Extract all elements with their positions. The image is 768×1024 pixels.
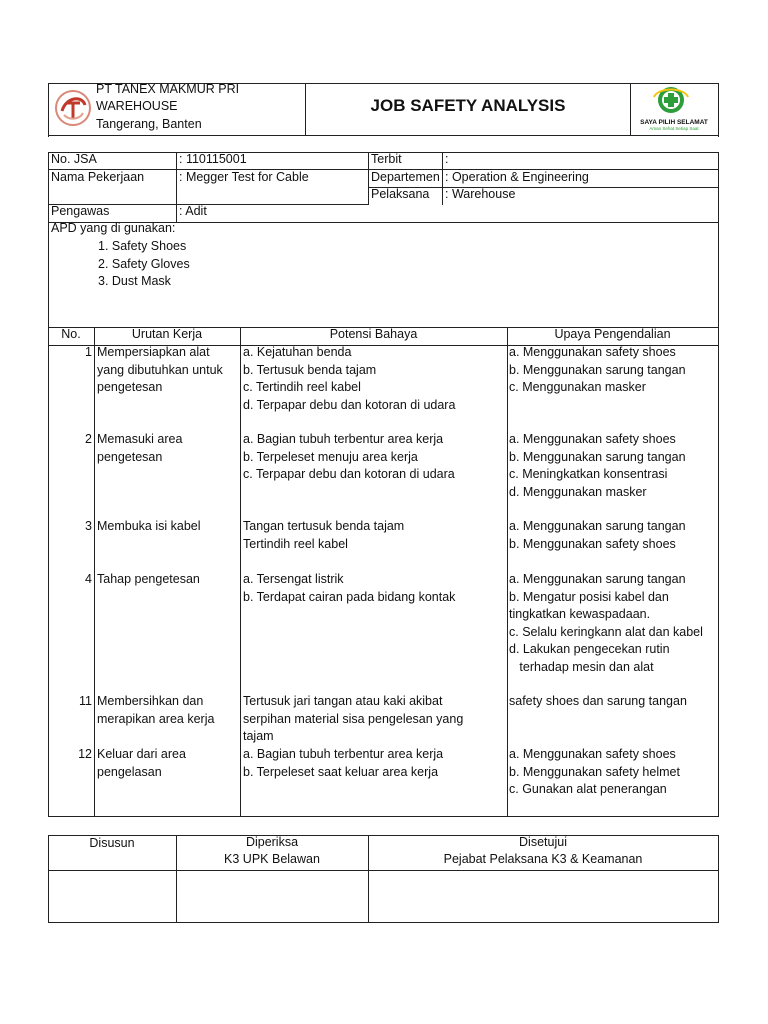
upaya-line: c. Selalu keringkann alat dan kabel xyxy=(509,624,703,639)
terbit-value: : xyxy=(445,152,449,166)
potensi-line: c. Tertindih reel kabel xyxy=(243,380,361,394)
upaya-line: c. Meningkatkan konsentrasi xyxy=(509,467,668,481)
pengawas-label: Pengawas xyxy=(51,204,110,218)
urutan-line: Tahap pengetesan xyxy=(97,572,200,586)
apd-item: 3. Dust Mask xyxy=(98,274,171,288)
upaya-line: d. Lakukan pengecekan rutin xyxy=(509,642,670,656)
upaya-line: d. Menggunakan masker xyxy=(509,484,647,499)
company-location: Tangerang, Banten xyxy=(96,117,202,131)
urutan-line: pengetesan xyxy=(97,449,163,464)
potensi-line: Tangan tertusuk benda tajam xyxy=(243,519,405,533)
disetujui-by: Pejabat Pelaksana K3 & Keamanan xyxy=(443,852,643,866)
upaya-line: b. Menggunakan sarung tangan xyxy=(509,449,686,464)
disetujui-label: Disetujui xyxy=(519,835,567,849)
signature-area-diperiksa xyxy=(177,871,368,922)
company-division: WAREHOUSE xyxy=(96,99,178,113)
potensi-line: tajam xyxy=(243,729,274,743)
upaya-line: b. Mengatur posisi kabel dan xyxy=(509,589,669,604)
disusun-label: Disusun xyxy=(89,836,135,850)
upaya-line: terhadap mesin dan alat xyxy=(509,659,654,674)
potensi-line: a. Bagian tubuh terbentur area kerja xyxy=(243,747,444,761)
terbit-label: Terbit xyxy=(371,152,402,166)
upaya-line: a. Menggunakan safety shoes xyxy=(509,432,676,446)
diperiksa-label: Diperiksa xyxy=(245,835,299,849)
pelaksana-value: : Warehouse xyxy=(445,187,516,201)
pelaksana-label: Pelaksana xyxy=(371,187,430,201)
potensi-line: a. Tersengat listrik xyxy=(243,572,344,586)
urutan-line: Membuka isi kabel xyxy=(97,519,201,533)
row-number: 11 xyxy=(79,694,92,708)
potensi-line: b. Tertusuk benda tajam xyxy=(243,362,377,377)
upaya-line: a. Menggunakan safety shoes xyxy=(509,345,676,359)
row-number: 1 xyxy=(85,345,92,359)
potensi-line: b. Terpeleset menuju area kerja xyxy=(243,449,418,464)
row-number: 3 xyxy=(85,519,92,533)
upaya-line: c. Gunakan alat penerangan xyxy=(509,782,667,796)
row-number: 12 xyxy=(78,747,92,761)
urutan-line: yang dibutuhkan untuk xyxy=(97,362,223,377)
urutan-line: Memasuki area xyxy=(97,432,183,446)
upaya-line: a. Menggunakan sarung tangan xyxy=(509,519,686,533)
upaya-line: a. Menggunakan safety shoes xyxy=(509,747,676,761)
apd-item: 1. Safety Shoes xyxy=(98,239,187,253)
pekerjaan-value: : Megger Test for Cable xyxy=(179,170,309,184)
potensi-line: a. Kejatuhan benda xyxy=(243,345,352,359)
pekerjaan-label: Nama Pekerjaan xyxy=(51,170,145,184)
signature-area-disetujui xyxy=(369,871,718,922)
safety-logo-text: SAYA PILIH SELAMAT xyxy=(640,119,708,126)
company-name: PT TANEX MAKMUR PRI xyxy=(96,82,240,96)
potensi-line: serpihan material sisa pengelesan yang xyxy=(243,711,464,726)
upaya-line: c. Menggunakan masker xyxy=(509,380,646,394)
urutan-line: Keluar dari area xyxy=(97,747,186,761)
signature-area-disusun xyxy=(49,871,176,922)
row-number: 4 xyxy=(85,572,92,586)
column-header-upaya: Upaya Pengendalian xyxy=(554,327,671,341)
column-header-no: No. xyxy=(61,327,81,341)
potensi-line: d. Terpapar debu dan kotoran di udara xyxy=(243,397,456,412)
document-title: JOB SAFETY ANALYSIS xyxy=(370,96,566,115)
potensi-line: c. Terpapar debu dan kotoran di udara xyxy=(243,467,455,481)
urutan-line: pengelasan xyxy=(97,764,162,779)
safety-logo xyxy=(636,85,712,133)
departemen-label: Departemen xyxy=(371,170,440,184)
upaya-line: b. Menggunakan safety helmet xyxy=(509,764,680,779)
no-jsa-label: No. JSA xyxy=(51,152,97,166)
potensi-line: Tertindih reel kabel xyxy=(243,536,348,551)
apd-label: APD yang di gunakan: xyxy=(51,221,176,235)
company-logo xyxy=(52,87,94,129)
potensi-line: Tertusuk jari tangan atau kaki akibat xyxy=(243,694,443,708)
no-jsa-value: : 110115001 xyxy=(179,152,247,166)
potensi-line: a. Bagian tubuh terbentur area kerja xyxy=(243,432,444,446)
upaya-line: b. Menggunakan safety shoes xyxy=(509,536,676,551)
upaya-line: b. Menggunakan sarung tangan xyxy=(509,362,686,377)
upaya-line: safety shoes dan sarung tangan xyxy=(509,694,687,708)
column-header-urutan: Urutan Kerja xyxy=(131,327,203,341)
diperiksa-by: K3 UPK Belawan xyxy=(224,852,320,866)
column-header-potensi: Potensi Bahaya xyxy=(329,327,418,341)
urutan-line: Membersihkan dan xyxy=(97,694,204,708)
urutan-line: merapikan area kerja xyxy=(97,711,215,726)
potensi-line: b. Terpeleset saat keluar area kerja xyxy=(243,764,439,779)
apd-item: 2. Safety Gloves xyxy=(98,257,190,271)
potensi-line: b. Terdapat cairan pada bidang kontak xyxy=(243,589,456,604)
upaya-line: a. Menggunakan sarung tangan xyxy=(509,572,686,586)
pengawas-value: : Adit xyxy=(179,204,207,218)
safety-logo-subtext: Aman Sehat Setiap Saat xyxy=(649,126,699,131)
urutan-line: Mempersiapkan alat xyxy=(97,345,210,359)
urutan-line: pengetesan xyxy=(97,380,163,394)
row-number: 2 xyxy=(85,432,92,446)
departemen-value: : Operation & Engineering xyxy=(445,170,589,184)
upaya-line: tingkatkan kewaspadaan. xyxy=(509,607,651,621)
